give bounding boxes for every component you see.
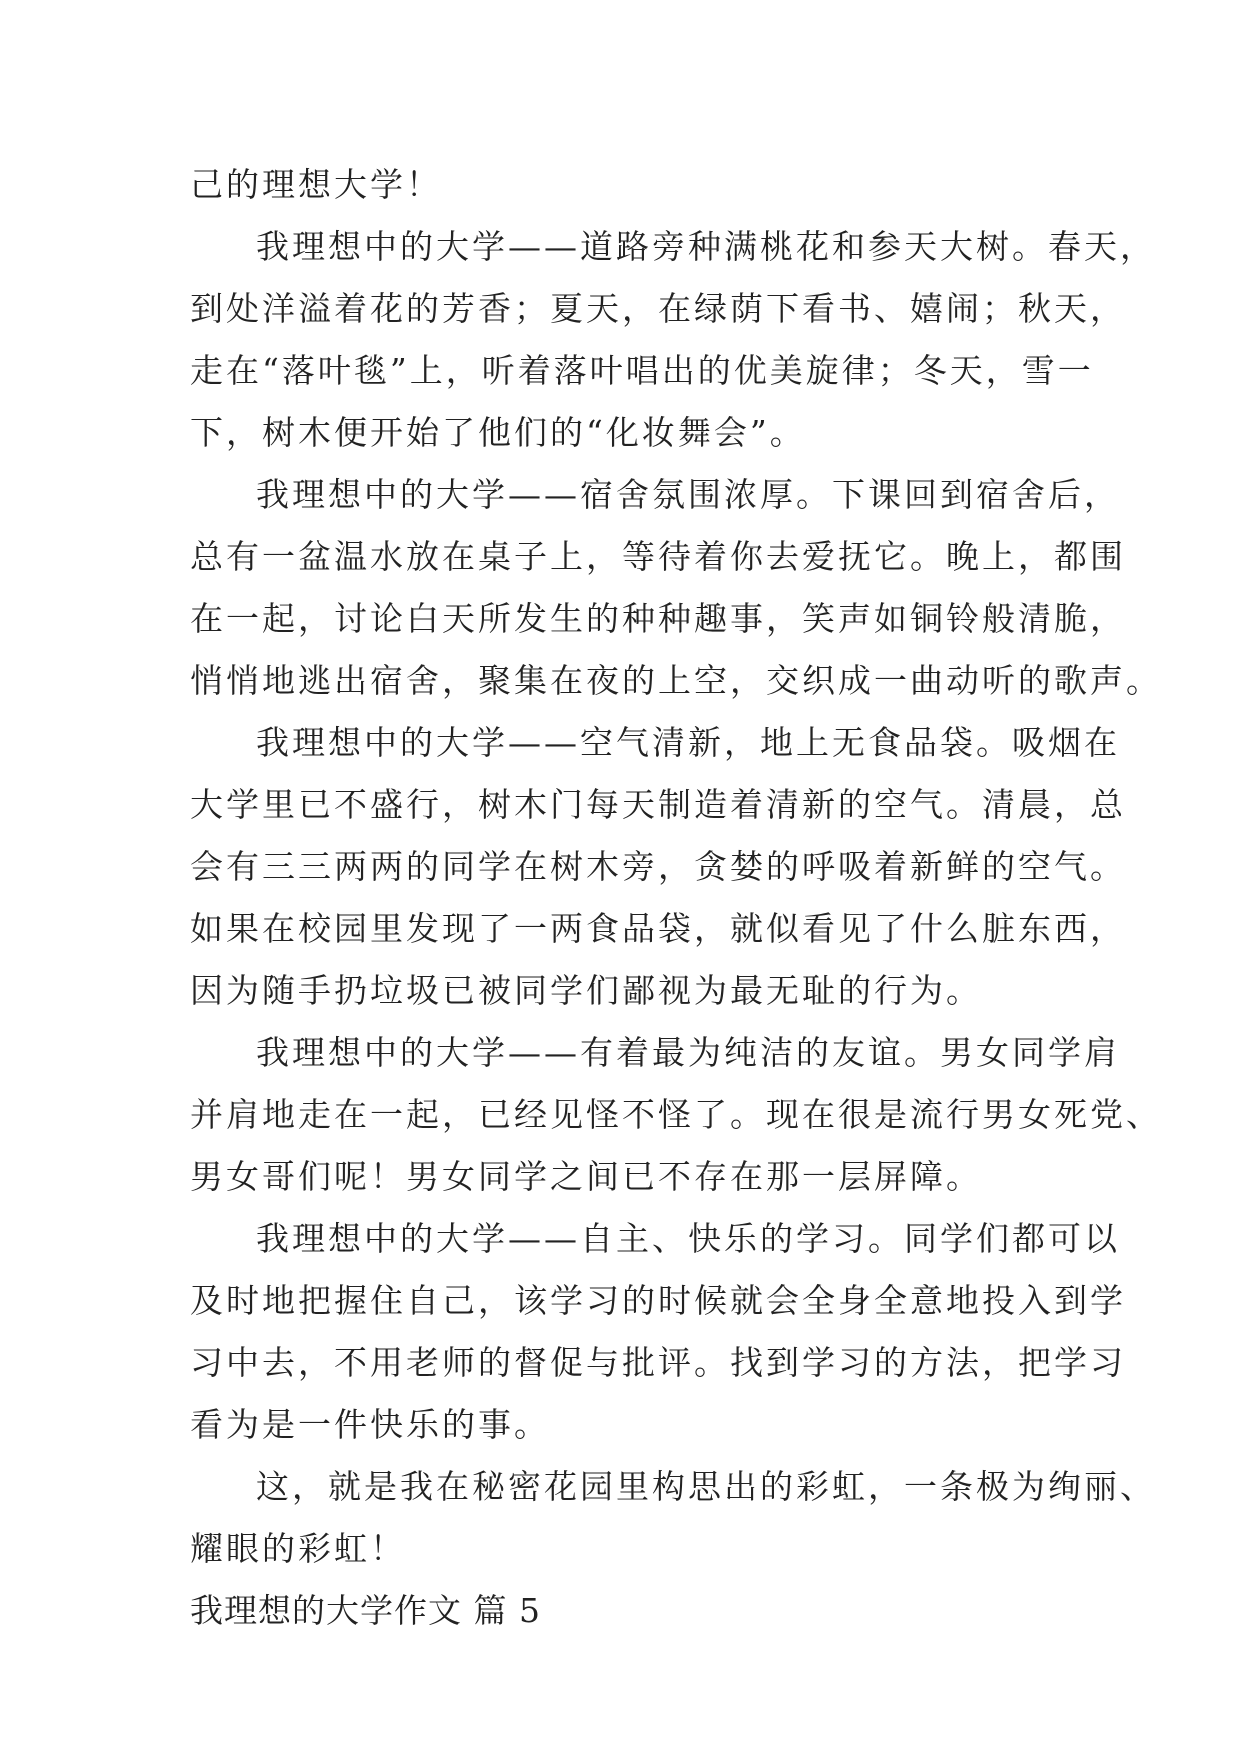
- text-line: 大学里已不盛行，树木门每天制造着清新的空气。清晨，总: [190, 785, 1126, 824]
- text-line: 在一起，讨论白天所发生的种种趣事，笑声如铜铃般清脆，: [190, 599, 1126, 638]
- text-line: 悄悄地逃出宿舍，聚集在夜的上空，交织成一曲动听的歌声。: [190, 661, 1162, 700]
- text-line: 男女哥们呢！男女同学之间已不存在那一层屏障。: [190, 1157, 982, 1196]
- text-line: 下，树木便开始了他们的“化妆舞会”。: [190, 413, 806, 452]
- paragraph-first-line: 我理想中的大学——宿舍氛围浓厚。下课回到宿舍后，: [256, 475, 1120, 514]
- text-line: 看为是一件快乐的事。: [190, 1405, 550, 1444]
- text-line: 耀眼的彩虹！: [190, 1529, 406, 1568]
- text-line: 总有一盆温水放在桌子上，等待着你去爱抚它。晚上，都围: [190, 537, 1126, 576]
- paragraph-first-line: 我理想中的大学——空气清新，地上无食品袋。吸烟在: [256, 723, 1120, 762]
- text-line: 到处洋溢着花的芳香；夏天，在绿荫下看书、嬉闹；秋天，: [190, 289, 1126, 328]
- text-line: 会有三三两两的同学在树木旁，贪婪的呼吸着新鲜的空气。: [190, 847, 1126, 886]
- paragraph-first-line: 这，就是我在秘密花园里构思出的彩虹，一条极为绚丽、: [256, 1467, 1156, 1506]
- paragraph-first-line: 我理想中的大学——道路旁种满桃花和参天大树。春天，: [256, 227, 1156, 266]
- text-line: 走在“落叶毯”上，听着落叶唱出的优美旋律；冬天，雪一: [190, 351, 1094, 390]
- text-line: 己的理想大学！: [190, 165, 442, 204]
- section-heading: 我理想的大学作文 篇 5: [190, 1591, 541, 1630]
- document-body: [190, 154, 1162, 1642]
- text-line: 如果在校园里发现了一两食品袋，就似看见了什么脏东西，: [190, 909, 1126, 948]
- text-line: 习中去，不用老师的督促与批评。找到学习的方法，把学习: [190, 1343, 1126, 1382]
- text-line: 并肩地走在一起，已经见怪不怪了。现在很是流行男女死党、: [190, 1095, 1162, 1134]
- text-line: 及时地把握住自己，该学习的时候就会全身全意地投入到学: [190, 1281, 1126, 1320]
- paragraph-first-line: 我理想中的大学——自主、快乐的学习。同学们都可以: [256, 1219, 1120, 1258]
- text-line: 因为随手扔垃圾已被同学们鄙视为最无耻的行为。: [190, 971, 982, 1010]
- paragraph-first-line: 我理想中的大学——有着最为纯洁的友谊。男女同学肩: [256, 1033, 1120, 1072]
